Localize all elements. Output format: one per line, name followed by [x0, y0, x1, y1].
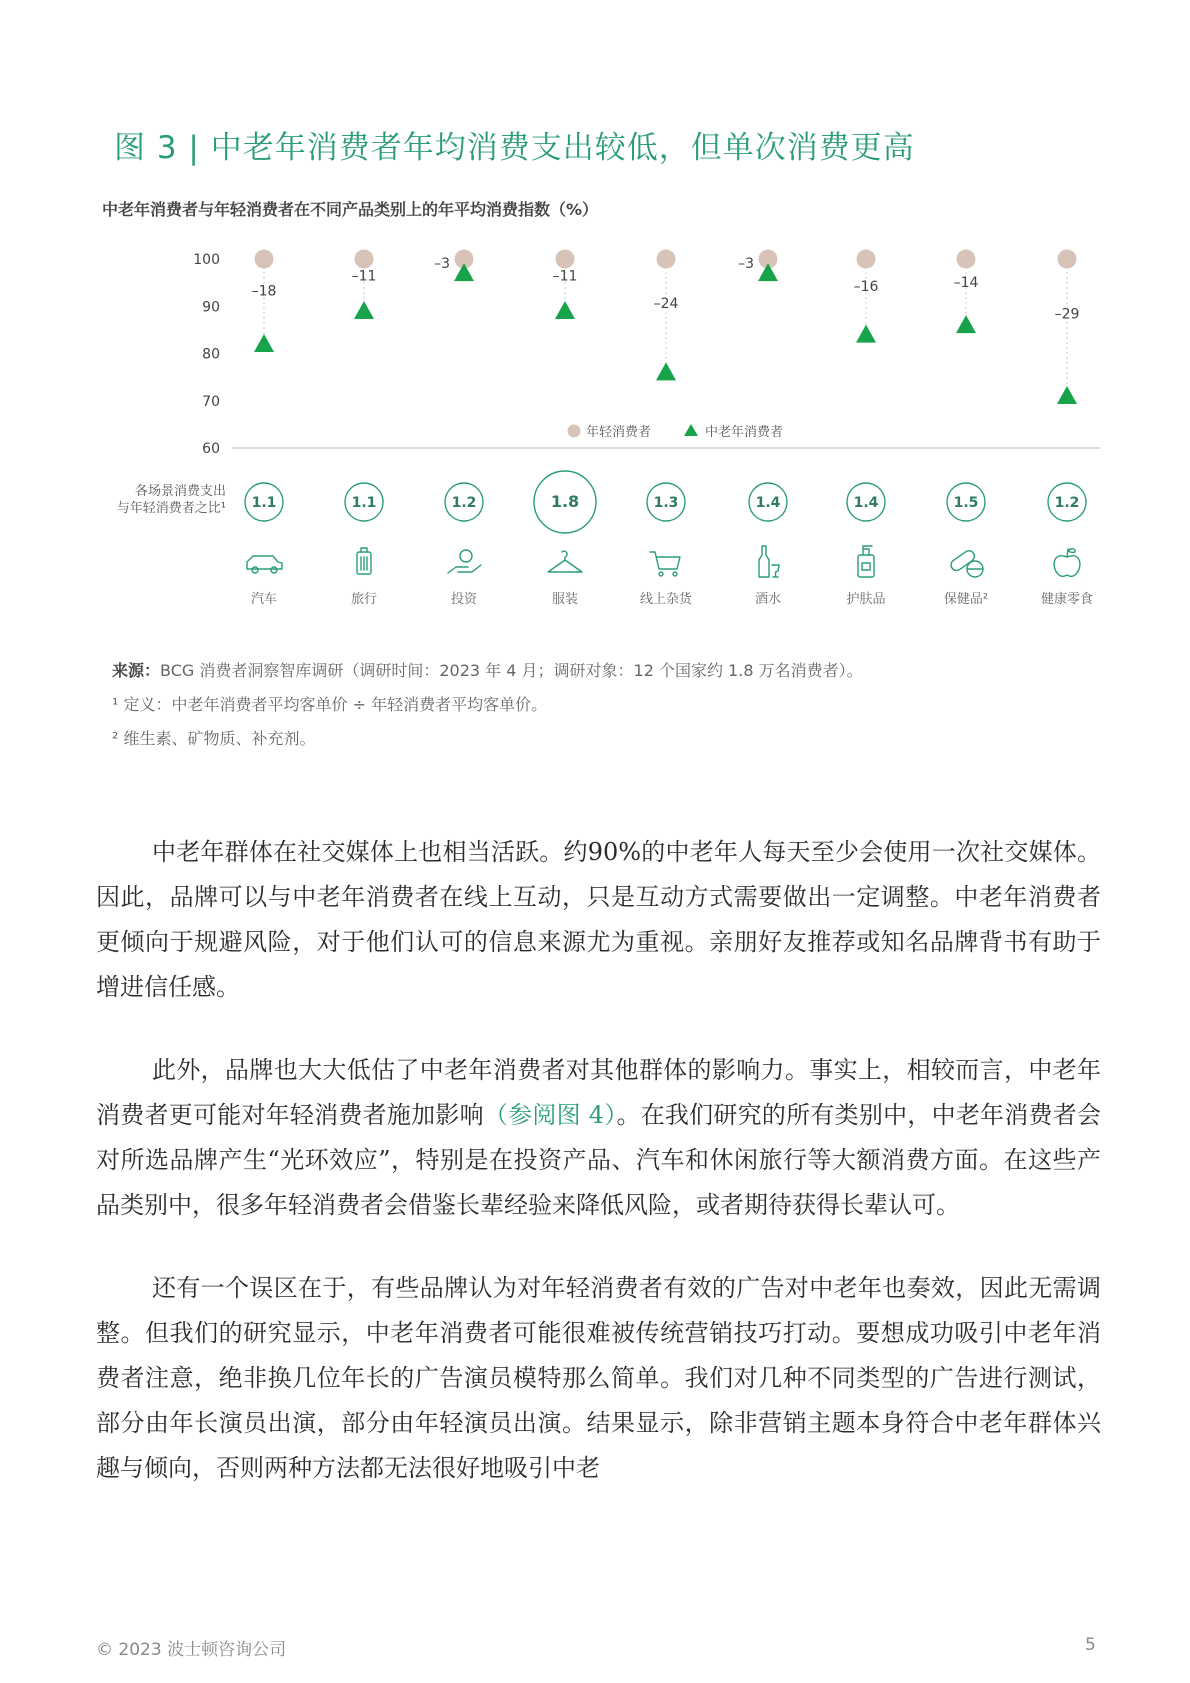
footnote-2: ² 维生素、矿物质、补充剂。 — [112, 729, 316, 748]
consumption-index-chart — [0, 0, 1190, 640]
difference-label: –18 — [251, 283, 277, 300]
older-consumer-point — [555, 301, 575, 319]
hanger-icon — [548, 551, 582, 572]
source-text: BCG 消费者洞察智库调研（调研时间：2023 年 4 月；调研对象：12 个国家约 1.8 万名消费者）。 — [160, 661, 863, 680]
young-consumer-point — [957, 250, 976, 269]
older-consumer-point — [656, 362, 676, 380]
figure-title: 图 3 | 中老年消费者年均消费支出较低，但单次消费更高 — [114, 130, 915, 166]
cart-wheel — [659, 572, 663, 576]
category-label: 投资 — [450, 592, 478, 607]
coin — [460, 550, 472, 562]
older-consumer-point — [856, 325, 876, 343]
ratio-row-label: 各场景消费支出 与年轻消费者之比¹ — [116, 484, 226, 516]
skincare-bottle-icon — [858, 546, 874, 577]
young-consumer-point — [857, 250, 876, 269]
older-consumer-point — [254, 334, 274, 352]
legend-young-marker — [568, 425, 581, 438]
young-consumer-point — [657, 250, 676, 269]
spend-ratio-value: 1.4 — [755, 495, 781, 511]
cart-wheel — [673, 572, 677, 576]
young-consumer-point — [355, 250, 374, 269]
hand — [448, 565, 481, 573]
spend-ratio-value: 1.1 — [351, 495, 377, 511]
paragraph-3: 还有一个误区在于，有些品牌认为对年轻消费者有效的广告对中老年也奏效，因此无需调整。但我们的研究显示，中老年消费者可能很难被传统营销技巧打动。要想成功吸引中老年消费者注意，绝非换几位年长的广告演员模特那么简单。我们对几种不同类型的广告进行测试，部分由年长演员出演，部分由年轻演员出演。结果显示，除非营销主题本身符合中老年群体兴趣与倾向，否则两种方法都无法很好地吸引中老 — [96, 1274, 1101, 1482]
young-consumer-point — [1058, 250, 1077, 269]
car-wheel — [271, 567, 277, 573]
difference-label: –24 — [653, 296, 679, 313]
source-label: 来源： — [112, 661, 161, 680]
category-label: 汽车 — [250, 592, 278, 607]
paragraph-2-part-a: 此外，品牌也大大低估了中老年消费者对其他群体的影响力。事实上，相较而言，中老年消费者更可能对年轻消费者施加影响 — [96, 1056, 1101, 1129]
shopping-cart-icon — [650, 552, 680, 576]
footnote-1: ¹ 定义：中老年消费者平均客单价 ÷ 年轻消费者平均客单价。 — [112, 695, 548, 714]
source-note — [112, 660, 1112, 682]
car-icon — [247, 556, 282, 573]
spend-ratio-value: 1.2 — [451, 495, 477, 511]
cart-body — [650, 552, 680, 569]
difference-label: –3 — [434, 256, 450, 272]
difference-label: –16 — [853, 279, 879, 296]
difference-label: –11 — [552, 268, 578, 285]
supplement-pills-icon — [949, 549, 983, 577]
wine-bottle-icon — [759, 546, 779, 577]
older-consumer-point — [454, 263, 474, 281]
older-consumer-point — [758, 263, 778, 281]
hanger-shape — [548, 551, 582, 572]
spend-ratio-value: 1.8 — [550, 492, 580, 511]
category-label: 酒水 — [754, 592, 782, 607]
paragraph-2 — [96, 1048, 1101, 1228]
category-label: 服装 — [551, 592, 579, 607]
spend-ratio-value: 1.1 — [251, 495, 277, 511]
difference-label: –11 — [351, 268, 377, 285]
y-tick-label: 100 — [193, 252, 220, 268]
copyright: © 2023 波士顿咨询公司 — [96, 1640, 287, 1660]
category-label: 护肤品 — [846, 592, 886, 607]
apple-icon — [1054, 549, 1080, 577]
figure-subtitle: 中老年消费者与年轻消费者在不同产品类别上的年平均消费指数（%） — [102, 200, 599, 219]
y-tick-label: 80 — [202, 346, 220, 363]
category-label: 旅行 — [350, 592, 378, 607]
y-tick-label: 90 — [202, 299, 220, 316]
legend-older-label: 中老年消费者 — [705, 425, 784, 440]
figure-4-reference[interactable]: （参阅图 4） — [483, 1101, 617, 1129]
spend-ratio-value: 1.5 — [953, 495, 979, 511]
car-wheel — [252, 567, 258, 573]
luggage-details — [361, 548, 367, 570]
car-body — [247, 556, 282, 569]
wine-glass — [772, 565, 779, 577]
young-consumer-point — [556, 250, 575, 269]
investment-icon — [448, 550, 481, 573]
luggage-icon — [357, 548, 371, 574]
legend-older-marker — [684, 424, 698, 436]
legend-young-label: 年轻消费者 — [586, 425, 652, 440]
category-label: 线上杂货 — [639, 592, 693, 607]
category-label: 健康零食 — [1040, 592, 1094, 607]
older-consumer-point — [956, 315, 976, 333]
older-consumer-point — [1057, 386, 1077, 404]
chart-legend — [568, 424, 784, 440]
spend-ratio-value: 1.3 — [653, 495, 679, 511]
paragraph-2-part-b: 。在我们研究的所有类别中，中老年消费者会对所选品牌产生“光环效应”，特别是在投资产品、汽车和休闲旅行等大额消费方面。在这些产品类别中，很多年轻消费者会借鉴长辈经验来降低风险，或者期待获得长辈认可。 — [96, 1101, 1102, 1219]
body-text — [96, 830, 1101, 1529]
skincare-bottle-body — [858, 555, 874, 577]
category-label: 保健品² — [943, 592, 989, 607]
difference-label: –14 — [953, 274, 979, 291]
bottle — [759, 546, 769, 577]
young-consumer-point — [255, 250, 274, 269]
page-number: 5 — [1085, 1635, 1096, 1655]
spend-ratio-value: 1.2 — [1054, 495, 1080, 511]
skincare-bottle-pump — [862, 546, 872, 570]
difference-label: –3 — [738, 256, 754, 272]
y-tick-label: 70 — [202, 393, 220, 410]
older-consumer-point — [354, 301, 374, 319]
figure-notes — [112, 660, 1112, 762]
spend-ratio-value: 1.4 — [853, 495, 879, 511]
y-tick-label: 60 — [202, 441, 220, 457]
apple-body — [1054, 556, 1080, 577]
paragraph-1: 中老年群体在社交媒体上也相当活跃。约90%的中老年人每天至少会使用一次社交媒体。因此，品牌可以与中老年消费者在线上互动，只是互动方式需要做出一定调整。中老年消费者更倾向于规避风险，对于他们认可的信息来源尤为重视。亲朋好友推荐或知名品牌背书有助于增进信任感。 — [96, 838, 1101, 1001]
difference-label: –29 — [1054, 306, 1080, 323]
